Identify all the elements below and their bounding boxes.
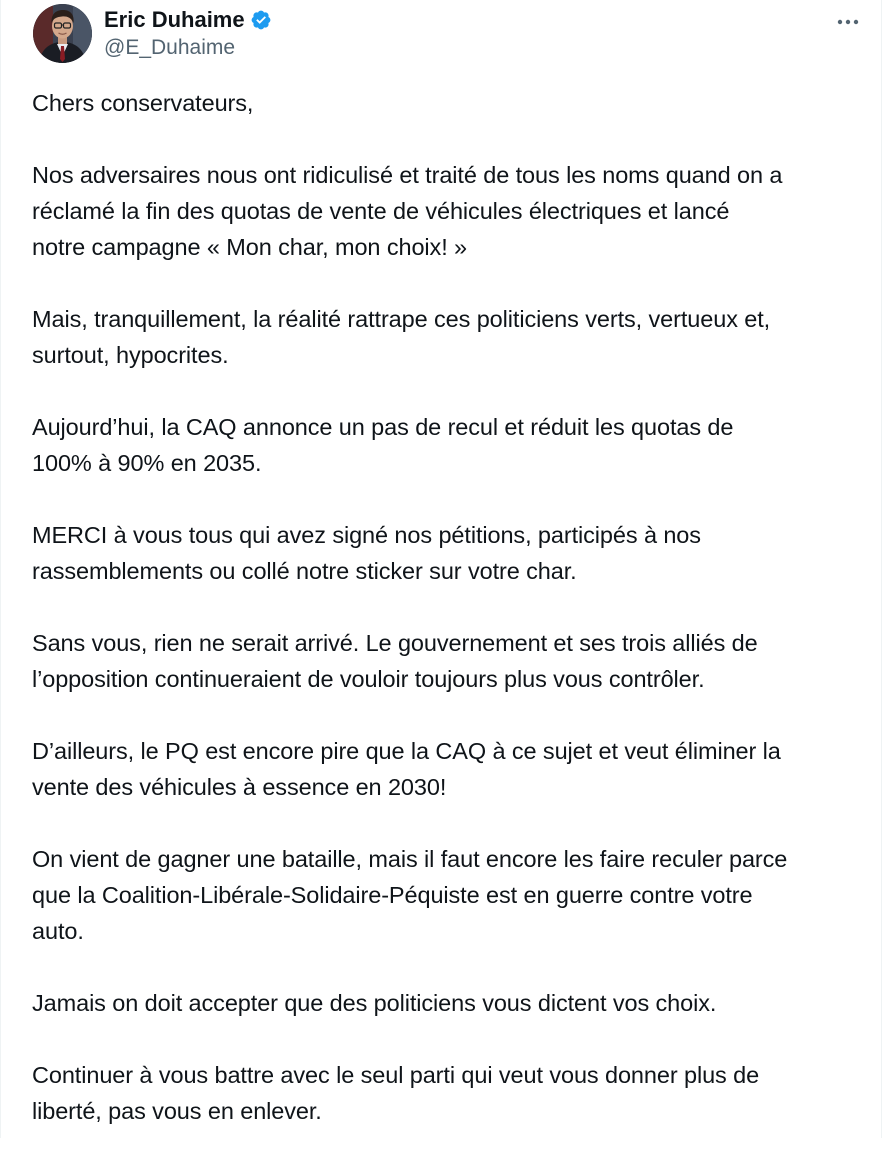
author-display-name[interactable]: Eric Duhaime [104, 7, 245, 32]
tweet-text [32, 85, 882, 1165]
tweet-paragraph: D’ailleurs, le PQ est encore pire que la CAQ à ce sujet et veut éliminer la vente des véhicules à essence en 2030! [32, 738, 781, 800]
more-options-icon[interactable] [833, 10, 863, 34]
tweet-paragraph: Aujourd’hui, la CAQ annonce un pas de recul et réduit les quotas de 100% à 90% en 2035. [32, 414, 734, 476]
author-handle[interactable]: @E_Duhaime [104, 36, 236, 59]
name-row [104, 6, 272, 34]
tweet-header [33, 4, 869, 64]
avatar-image [33, 4, 92, 63]
avatar[interactable] [33, 4, 92, 63]
verified-badge-icon[interactable] [250, 9, 272, 31]
tweet-paragraph: Continuer à vous battre avec le seul parti qui veut vous donner plus de liberté, pas vous en enlever. [32, 1062, 760, 1124]
tweet-paragraph: On vient de gagner une bataille, mais il faut encore les faire reculer parce que la Coalition-Libérale-Solidaire-Péquiste est en guerre contre votre auto. [32, 846, 788, 944]
tweet-paragraph: Chers conservateurs, [32, 90, 254, 116]
tweet-paragraph: Mais, tranquillement, la réalité rattrape ces politiciens verts, vertueux et, surtout, hypocrites. [32, 306, 771, 368]
tweet-paragraph: Nos adversaires nous ont ridiculisé et traité de tous les noms quand on a réclamé la fin des quotas de vente de véhicules électriques et lancé notre campagne « Mon char, mon choix! » [32, 162, 783, 260]
tweet-paragraph: Sans vous, rien ne serait arrivé. Le gouvernement et ses trois alliés de l’opposition continueraient de vouloir toujours plus vous contrôler. [32, 630, 758, 692]
author-info [104, 6, 272, 60]
tweet-paragraph: MERCI à vous tous qui avez signé nos pétitions, participés à nos rassemblements ou collé notre sticker sur votre char. [32, 522, 701, 584]
tweet-paragraph: Jamais on doit accepter que des politiciens vous dictent vos choix. [32, 990, 717, 1016]
